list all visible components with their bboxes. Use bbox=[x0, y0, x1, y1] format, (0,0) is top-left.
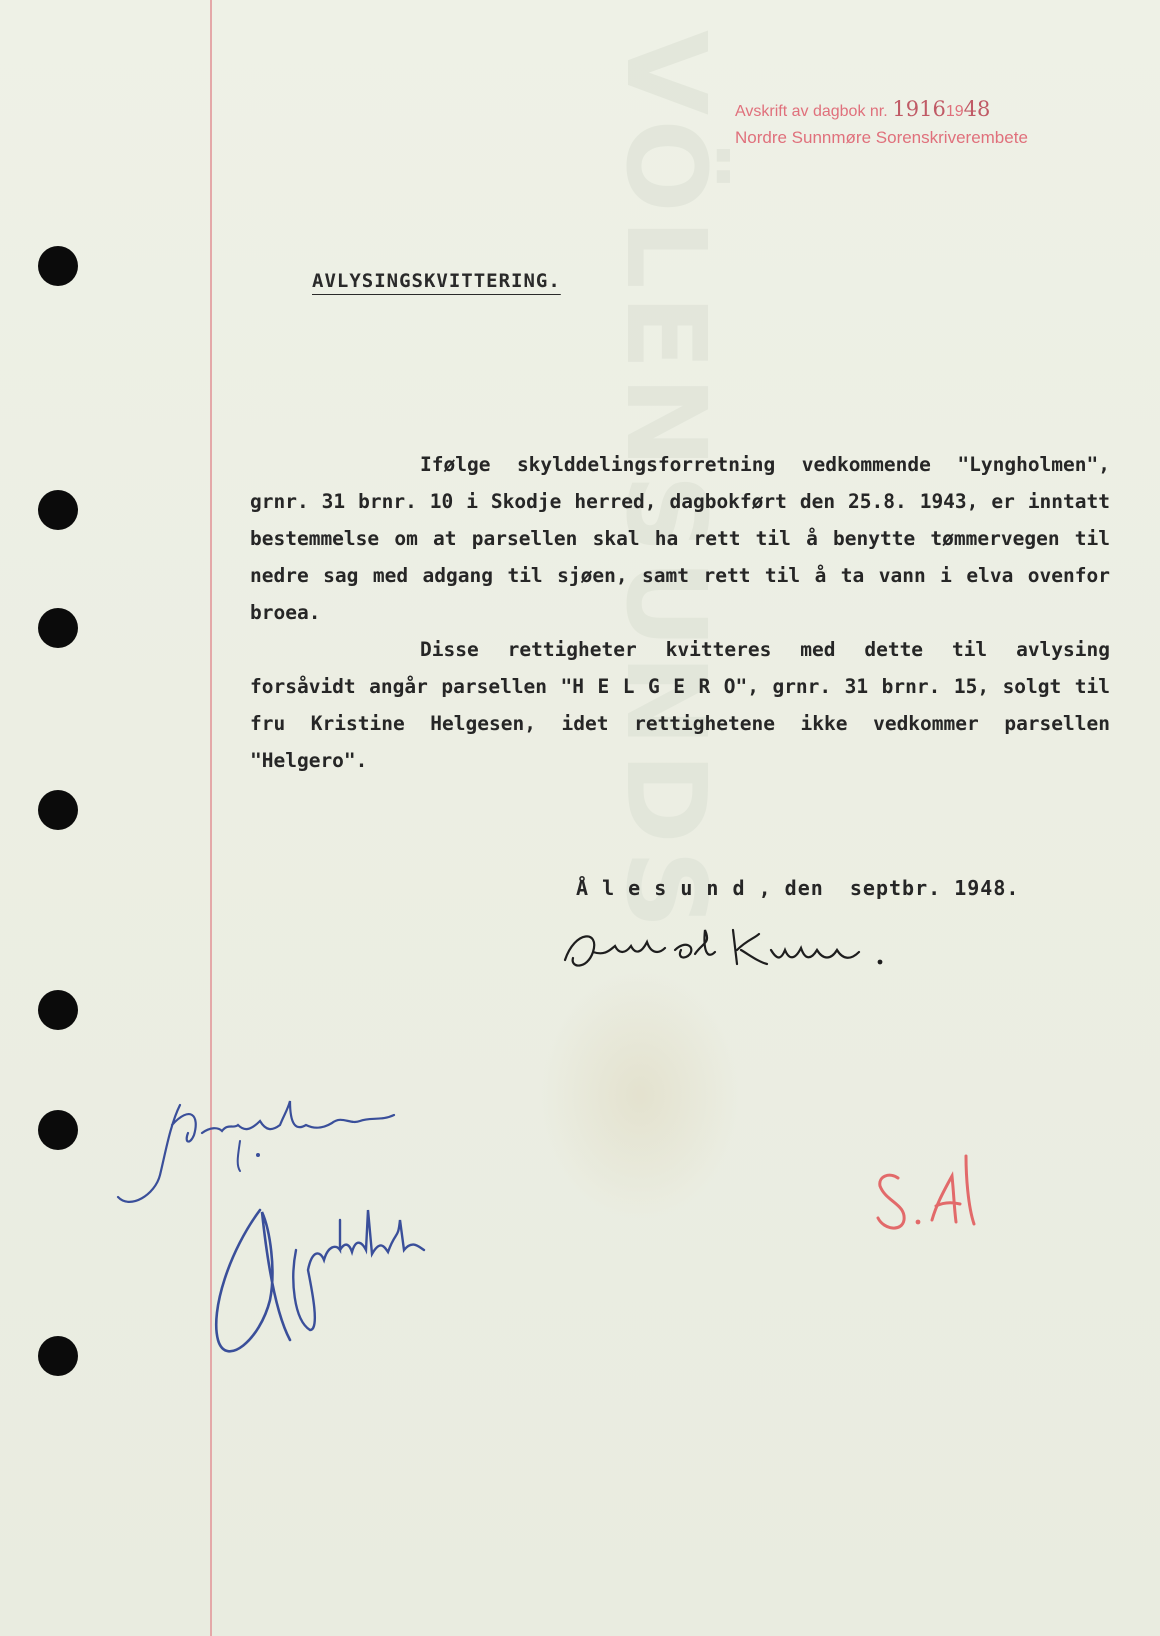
stamp-office: Nordre Sunnmøre Sorenskriverembete bbox=[735, 128, 1028, 147]
paragraph-2: Disse rettigheter kvitteres med dette til avlysing forsåvidt angår parsellen "H E L G E R O", grnr. 31 brnr. 15, solgt til fru Kristine Helgesen, idet rettighetene ikke vedkommer parsellen "Helgero". bbox=[250, 638, 1110, 772]
document-title: AVLYSINGSKVITTERING. bbox=[312, 270, 561, 292]
stamp-year-prefix: 19 bbox=[945, 103, 964, 120]
stamp-number: 1916 bbox=[892, 97, 946, 121]
punch-hole bbox=[38, 790, 78, 830]
paragraph-1: Ifølge skylddelingsforretning vedkommende "Lyngholmen", grnr. 31 brnr. 10 i Skodje herred, dagbokført den 25.8. 1943, er inntatt bestemmelse om at parsellen skal ha rett til å benytte tømmervegen til nedre sag med adgang til sjøen, samt rett til å ta vann i elva ovenfor broea. bbox=[250, 453, 1110, 624]
margin-line bbox=[210, 0, 212, 1636]
stain bbox=[540, 970, 740, 1220]
signature-left-lower bbox=[200, 1190, 440, 1380]
punch-hole bbox=[38, 246, 78, 286]
signature-main bbox=[555, 920, 935, 990]
punch-hole bbox=[38, 608, 78, 648]
punch-hole bbox=[38, 1110, 78, 1150]
stamp-prefix: Avskrift av dagbok nr. bbox=[735, 103, 888, 120]
red-note bbox=[870, 1146, 990, 1236]
punch-hole bbox=[38, 990, 78, 1030]
stamp-year-suffix: 48 bbox=[963, 97, 991, 121]
punch-hole bbox=[38, 490, 78, 530]
registry-stamp bbox=[735, 96, 1145, 151]
document-body bbox=[250, 446, 1110, 779]
punch-hole bbox=[38, 1336, 78, 1376]
dateline: Å l e s u n d , den septbr. 1948. bbox=[576, 876, 1020, 900]
watermark: VÖLENSUNDS bbox=[602, 30, 730, 936]
